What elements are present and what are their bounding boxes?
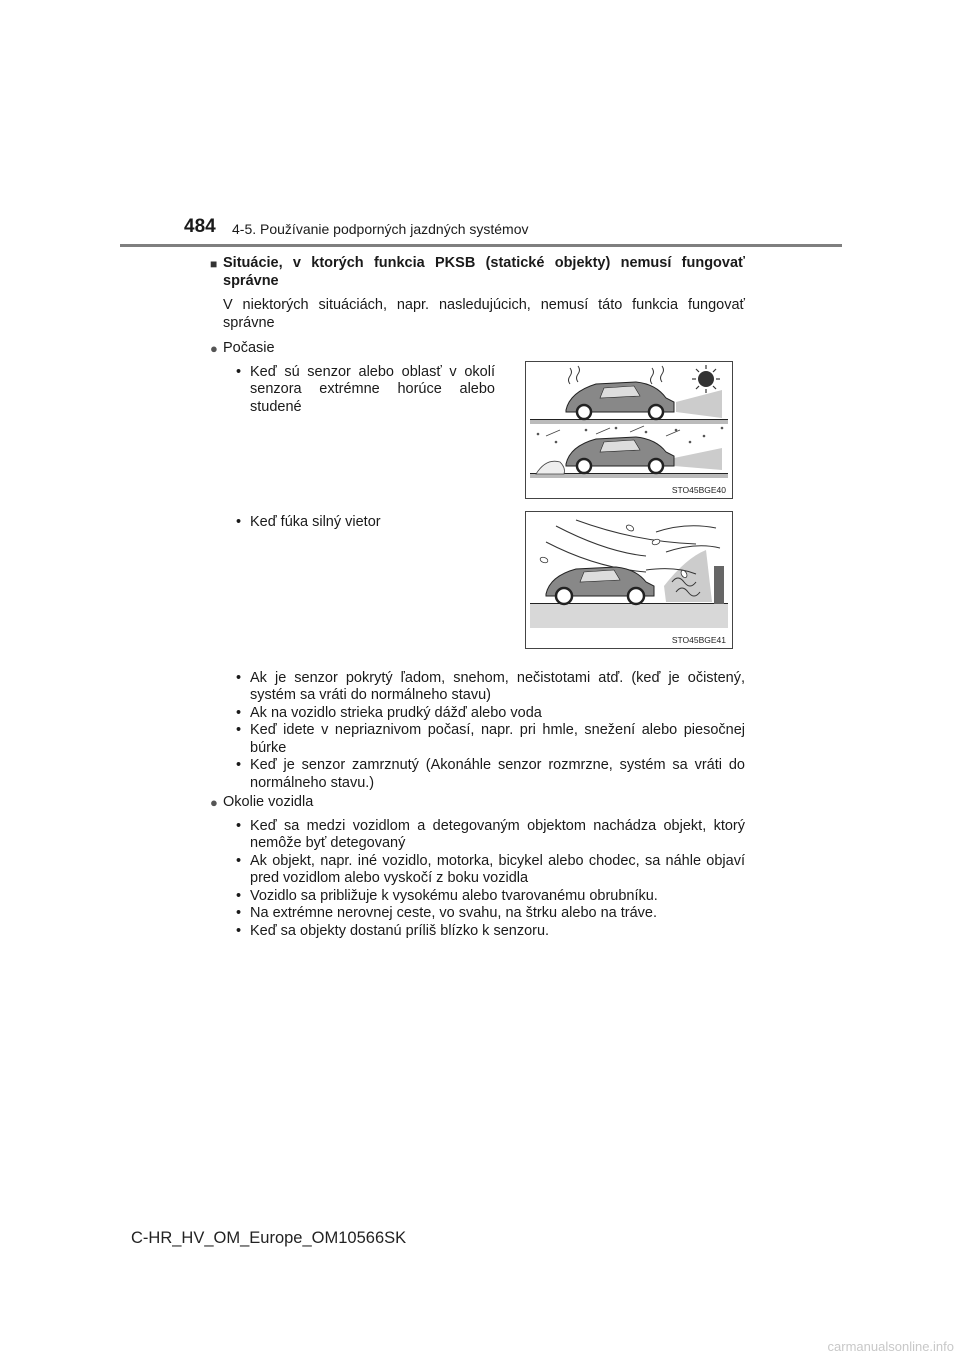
category-label: Okolie vozidla	[223, 794, 314, 810]
list-item: • Vozidlo sa približuje k vysokému alebo tvarovanému obrubníku.	[224, 888, 745, 906]
watermark: carmanualsonline.info	[827, 1339, 954, 1354]
illustration-wind-figure	[525, 511, 733, 649]
list-item: • Keď je senzor zamrznutý (Akonáhle senzor rozmrzne, systém sa vráti do normálneho stavu.)	[224, 757, 745, 792]
list-item: • Ak je senzor pokrytý ľadom, snehom, nečistotami atď. (keď je očistený, systém sa vráti do normálneho stavu)	[224, 670, 745, 705]
list-item: • Keď sa medzi vozidlom a detegovaným objektom nachádza objekt, ktorý nemôže byť detegovaný	[224, 818, 745, 853]
list-item: • Keď fúka silný vietor	[224, 514, 495, 532]
illustration-hot-cold-figure	[525, 361, 733, 499]
subsection-heading	[210, 255, 745, 290]
list-item: • Keď idete v nepriaznivom počasí, napr. pri hmle, snežení alebo piesočnej búrke	[224, 722, 745, 757]
weather-list	[210, 670, 745, 793]
figure-code: STO45BGE40	[671, 485, 726, 495]
heading-text: Situácie, v ktorých funkcia PKSB (statické objekty) nemusí fungovať správne	[223, 255, 745, 289]
intro-paragraph: V niektorých situáciách, napr. nasledujúcich, nemusí táto funkcia fungovať správne	[223, 297, 745, 331]
footer-document-id: C-HR_HV_OM_Europe_OM10566SK	[131, 1229, 407, 1247]
list-item: • Ak objekt, napr. iné vozidlo, motorka, bicykel alebo chodec, sa náhle objaví pred vozidlom alebo vyskočí z boku vozidla	[224, 853, 745, 888]
car-wind-illustration	[526, 512, 732, 648]
surroundings-list	[210, 818, 745, 941]
list-item: • Ak na vozidlo strieka prudký dážď alebo voda	[224, 705, 745, 723]
figure-code: STO45BGE41	[671, 635, 726, 645]
section-title: 4-5. Používanie podporných jazdných systémov	[232, 221, 529, 237]
circle-bullet-icon: ●	[210, 341, 218, 356]
category-label: Počasie	[223, 340, 275, 356]
car-weather-illustration	[526, 362, 732, 498]
page-number: 484	[184, 216, 216, 237]
list-item: • Keď sa objekty dostanú príliš blízko k senzoru.	[224, 923, 745, 941]
category-weather	[210, 340, 745, 358]
list-item: • Keď sú senzor alebo oblasť v okolí senzora extrémne horúce alebo studené	[224, 364, 495, 417]
square-bullet-icon: ■	[210, 257, 218, 271]
circle-bullet-icon: ●	[210, 795, 218, 810]
list-item: • Na extrémne nerovnej ceste, vo svahu, na štrku alebo na tráve.	[224, 905, 745, 923]
header-divider	[120, 244, 842, 247]
category-surroundings	[210, 794, 745, 812]
